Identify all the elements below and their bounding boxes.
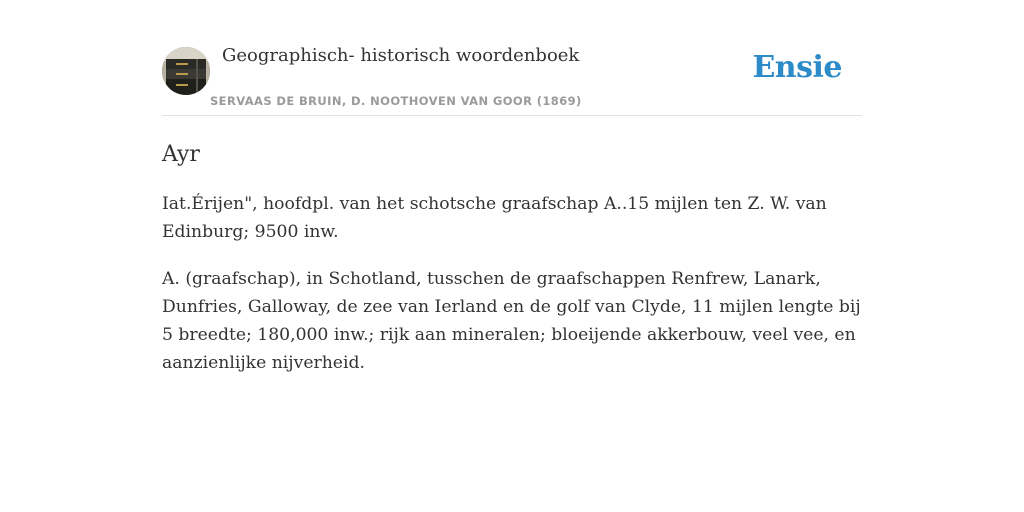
header [162,0,862,116]
entry-paragraph: A. (graafschap), in Schotland, tusschen de graafschappen Renfrew, Lanark, Dunfries, Galloway, de zee van Ierland en de golf van Clyde, 11 mijlen lengte bij 5 breedte; 180,000 inw.; rijk aan mineralen; bloeijende akkerbouw, veel vee, en aanzienlijke nijverheid. [162,269,861,373]
entry-title: Ayr [162,142,200,167]
entry-paragraph: Iat.Érijen", hoofdpl. van het schotsche graafschap A..15 mijlen ten Z. W. van Edinburg; 9500 inw. [162,194,827,242]
book-cover-avatar[interactable] [162,47,210,95]
book-cover-icon [162,47,210,95]
brand-logo[interactable]: Ensie [752,50,842,85]
page [162,0,862,377]
book-authors: SERVAAS DE BRUIN, D. NOOTHOVEN VAN GOOR (1869) [210,94,582,108]
book-title[interactable]: Geographisch- historisch woordenboek [222,45,580,66]
entry-body [162,190,862,377]
